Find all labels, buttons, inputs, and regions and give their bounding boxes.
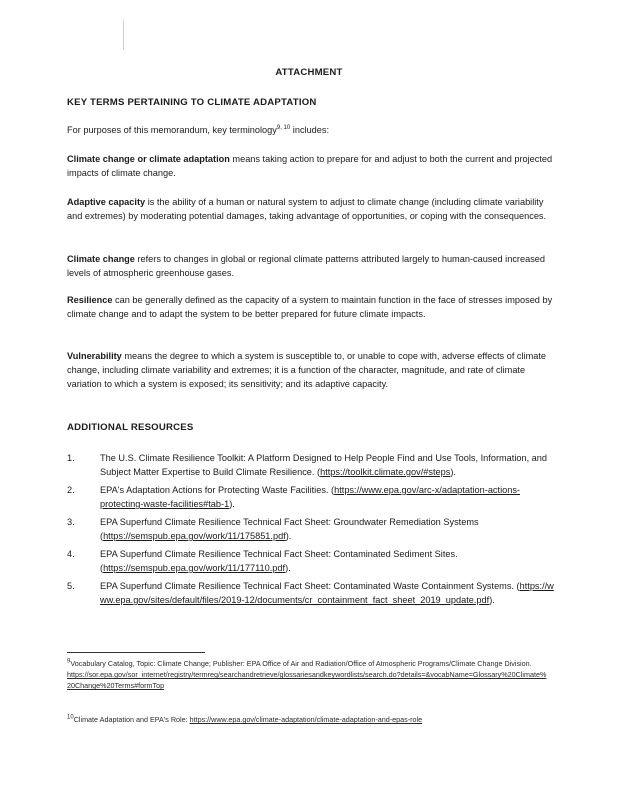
definition-adaptive-capacity: [67, 195, 557, 223]
definition-text: refers to changes in global or regional climate patterns attributed largely to human-caused increased levels of atmospheric greenhouse gases.: [67, 254, 546, 278]
scan-artifact-line: [123, 20, 124, 50]
resources-list: [67, 451, 557, 607]
definition-text: means taking action to prepare for and adjust to both the current and projected impacts of climate change.: [67, 154, 553, 178]
footnote-mark: 10: [67, 714, 74, 721]
paren: ).: [450, 467, 456, 477]
definition-text: can be generally defined as the capacity of a system to maintain function in the face of stresses imposed by climate change and to adapt the system to be better prepared for future climate impacts.: [67, 295, 553, 319]
list-item: [67, 483, 557, 511]
footnote-link[interactable]: https://sor.epa.gov/sor_internet/registry/termreg/searchandretrieve/glossariesandkeywordlists/search.do?details=&vocabName=Glossary%20Climate%20Change%20Terms#formTop: [67, 670, 547, 690]
section-heading: KEY TERMS PERTAINING TO CLIMATE ADAPTATION: [67, 97, 317, 108]
paren: ).: [229, 499, 235, 509]
paren: ).: [489, 595, 495, 605]
definition-climate-adaptation: [67, 152, 557, 180]
resources-heading: ADDITIONAL RESOURCES: [67, 422, 194, 433]
resource-link[interactable]: https://www.epa.gov/sites/default/files/2019-12/documents/cr_containment_fact_sheet_2019_update.pdf: [100, 581, 554, 605]
list-number: 3.: [67, 517, 75, 527]
paren: ).: [285, 531, 292, 541]
definition-term: Adaptive capacity: [67, 197, 146, 207]
definition-text: is the ability of a human or natural system to adjust to climate change (including climate variability and extremes) by moderating potential damages, taking advantage of opportunities, or coping with the consequences.: [67, 197, 547, 221]
paren: (: [328, 485, 335, 495]
footnote-link[interactable]: https://www.epa.gov/climate-adaptation/climate-adaptation-and-epas-role: [189, 715, 423, 724]
list-number: 5.: [67, 581, 75, 591]
footnote-text: Vocabulary Catalog, Topic: Climate Change; Publisher: EPA Office of Air and Radiation/Office of Atmospheric Programs/Climate Change Division.: [70, 659, 532, 668]
footnote-mark: 9: [67, 658, 71, 665]
definition-resilience: [67, 293, 557, 321]
footnote-10: [67, 714, 547, 725]
list-item: [67, 579, 557, 607]
intro-text-end: includes:: [290, 125, 330, 135]
paren: (: [314, 467, 321, 477]
list-item: [67, 451, 557, 479]
definition-term: Vulnerability: [67, 351, 122, 361]
page-title: ATTACHMENT: [275, 67, 343, 78]
list-item: [67, 547, 557, 575]
resource-link[interactable]: https://toolkit.climate.gov/#steps: [320, 467, 451, 477]
list-item: [67, 515, 557, 543]
list-number: 2.: [67, 485, 75, 495]
intro-text: For purposes of this memorandum, key terminology: [67, 125, 277, 135]
resource-title: EPA's Adaptation Actions for Protecting Waste Facilities.: [100, 485, 329, 495]
paren: ).: [285, 563, 291, 573]
paren: (: [100, 563, 104, 573]
resource-link[interactable]: https://semspub.epa.gov/work/11/175851.pdf: [103, 531, 286, 541]
resource-link[interactable]: https://semspub.epa.gov/work/11/177110.pdf: [103, 563, 286, 573]
footnote-text: Climate Adaptation and EPA's Role:: [73, 715, 190, 724]
resource-title: EPA Superfund Climate Resilience Technical Fact Sheet: Groundwater Remediation Systems: [100, 517, 479, 527]
definition-term: Resilience: [67, 295, 113, 305]
definition-climate-change: [67, 252, 557, 280]
paren: (: [513, 581, 520, 591]
definition-text: means the degree to which a system is susceptible to, or unable to cope with, adverse effects of climate change, including climate variability and extremes; it is a function of the character, magnitude, and rate of climate variation to which a system is exposed; its sensitivity; and its adaptive capacity.: [67, 351, 547, 389]
definition-term: Climate change or climate adaptation: [67, 154, 230, 164]
paren: (: [100, 531, 104, 541]
list-number: 4.: [67, 549, 75, 559]
list-number: 1.: [67, 453, 75, 463]
definition-vulnerability: [67, 349, 557, 391]
intro-paragraph: [67, 123, 557, 137]
resource-link[interactable]: https://www.epa.gov/arc-x/adaptation-actions-protecting-waste-facilities#tab-1: [100, 485, 520, 509]
resource-title: EPA Superfund Climate Resilience Technical Fact Sheet: Contaminated Sediment Sites.: [100, 549, 458, 559]
footnote-9: [67, 658, 547, 691]
footnote-divider: [67, 652, 205, 653]
resource-title: EPA Superfund Climate Resilience Technical Fact Sheet: Contaminated Waste Containment Systems.: [100, 581, 514, 591]
resource-title: The U.S. Climate Resilience Toolkit: A Platform Designed to Help People Find and Use Tools, Information, and Subject Matter Expertise to Build Climate Resilience.: [100, 453, 548, 477]
footnote-reference[interactable]: 9, 10: [276, 124, 291, 131]
definition-term: Climate change: [67, 254, 135, 264]
